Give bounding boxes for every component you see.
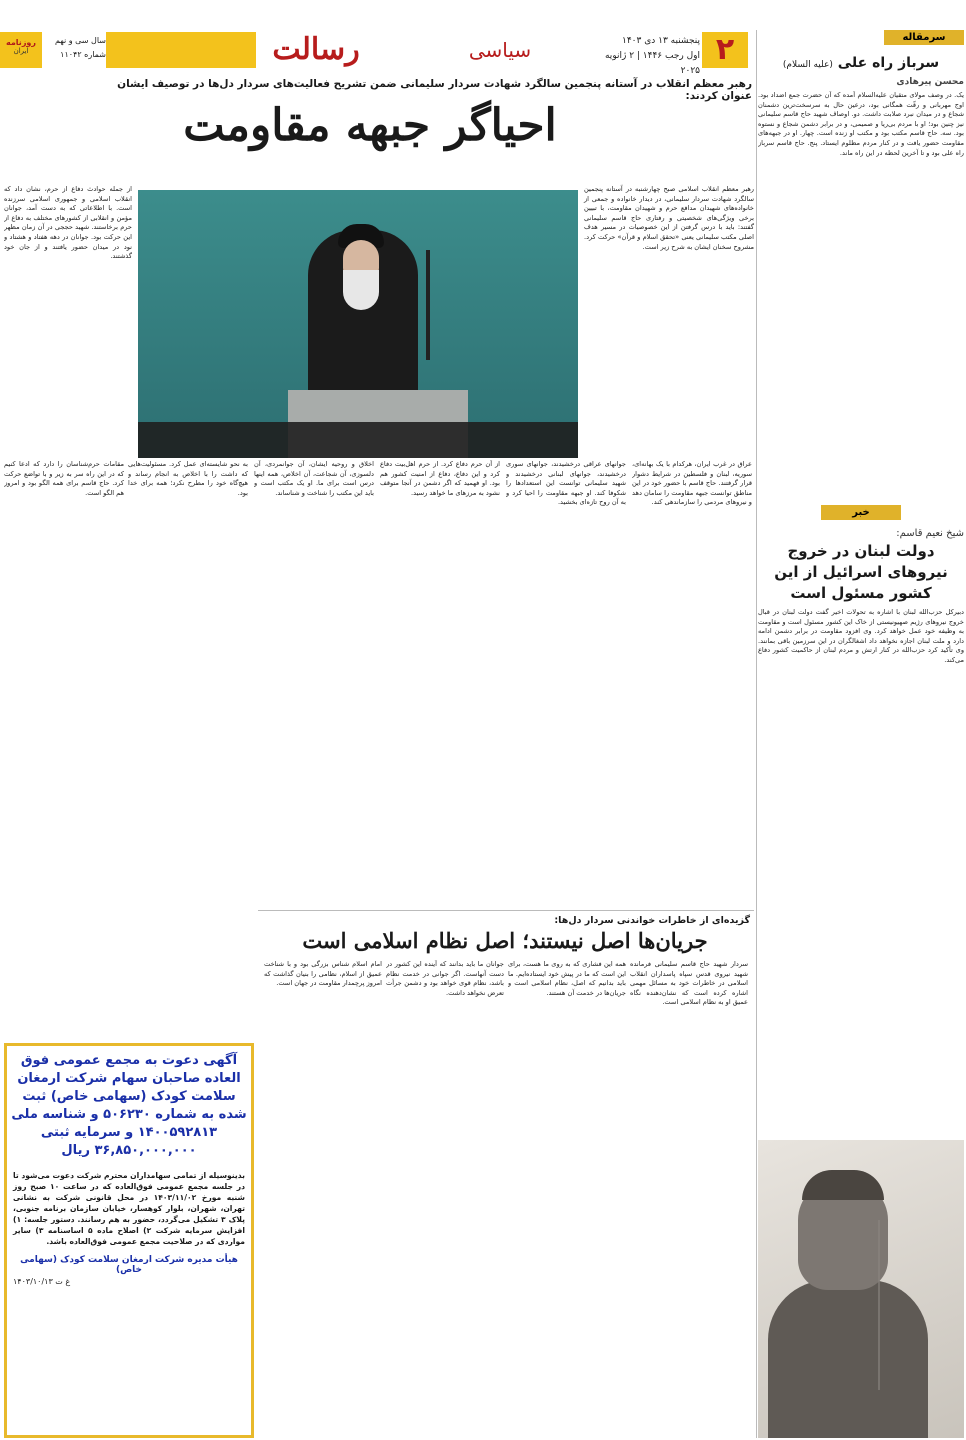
photo-foreground	[138, 422, 578, 458]
header-bar	[106, 32, 256, 68]
news-title: دولت لبنان در خروج نیروهای اسرائیل از این کشور مسئول است	[774, 542, 948, 602]
lead-kicker: رهبر معظم انقلاب در آستانه پنجمین سالگرد شهادت سردار سلیمانی ضمن تشریح فعالیت‌های سردار دل‌ها در توصیف ایشان عنوان کردند:	[117, 78, 752, 102]
logo-badge	[0, 32, 42, 68]
news-kicker: شیخ نعیم قاسم:	[896, 528, 964, 539]
ad-code: غ ت ۱۴۰۳/۱۰/۱۳	[13, 1277, 71, 1286]
section-label: سیاسی	[468, 38, 532, 62]
masthead: رسالت	[272, 32, 360, 67]
editorial-text: یک. در وصف مولای متقیان علیه‌السلام آمده که آن حضرت جمع اضداد بود. اوج مهربانی و رقّت همگانی بود، درعین حال به سرسخت‌ترین دشمنان شجاع و در میدان نبرد صلابت داشت. دو. اوصاف شهید حاج قاسم سلیمانی نیز چنین بود؛ او با مردم بی‌ریا و صمیمی، و در برابر دشمن شجاع و نستوه بود. سه. حاج قاسم مکتب بود و مکتب او زنده است. چهار. او در جبهه‌های مقاومت حضور یافت و در کنار مردم مظلوم ایستاد. پنج. حاج قاسم سرباز راه علی بود و تا آخرین لحظه در این راه ماند.	[758, 91, 964, 157]
bottom-divider	[258, 910, 754, 911]
logo-line-1: روزنامه	[6, 38, 36, 47]
poster-hair	[802, 1170, 884, 1200]
date-persian: پنجشنبه ۱۳ دی ۱۴۰۳	[622, 36, 700, 46]
martyr-poster	[758, 1140, 964, 1438]
lead-column-1: عراق در غرب ایران، هرکدام با یک بهانه‌ای، سوریه، لبنان و فلسطین در شرایط دشوار قرار گرفتند. حاج قاسم با حضور خود در این مناطق توانست جبهه مقاومت را سامان دهد و نیروهای مردمی را سازماندهی کند.	[632, 460, 752, 507]
lead-column-4: اخلاق و روحیه ایشان، آن جوانمردی، آن دلسوزی، آن شجاعت، آن اخلاص، همه اینها درس است برای ما. او یک مکتب است و باید این مکتب را شناخت و شناساند.	[254, 460, 374, 497]
lead-title: احیاگر جبهه مقاومت	[183, 100, 557, 151]
bottom-columns	[260, 960, 750, 1438]
photo-mic	[426, 250, 430, 360]
bottom-column-2: همه این فشاری که به روی ما هست، برای این است که ما در پیش خود ایستاده‌ایم. ما باید بدانیم که اصل، نظام اسلامی است و جریان‌ها در خدمت آن هستند.	[508, 960, 626, 997]
bottom-title: جریان‌ها اصل نیستند؛ اصل نظام اسلامی است	[302, 928, 708, 953]
lead-column-6: مقامات حرم‌شناسان را دارد که ادعا کنیم که در این راه سر به زیر و با تواضع حرکت کرد. حاج قاسم برای همه الگو بود و امروز هم الگو است.	[4, 460, 124, 497]
editorial-title	[758, 55, 964, 71]
news-text: دبیرکل حزب‌الله لبنان با اشاره به تحولات اخیر گفت دولت لبنان در قبال خروج نیروهای رژیم صهیونیستی از خاک این کشور مسئول است و مقاومت به وظیفه خود عمل خواهد کرد. وی افزود مقاومت در برابر دشمن ادامه دارد و ملت لبنان اجازه نخواهد داد اشغالگران در این سرزمین باقی بمانند. وی تأکید کرد حزب‌الله در کنار ارتش و مردم لبنان از حاکمیت کشور دفاع می‌کند.	[758, 608, 964, 664]
lead-intro-text: رهبر معظم انقلاب اسلامی صبح چهارشنبه در آستانه پنجمین سالگرد شهادت سردار سلیمانی، در دیدار خانواده و جمعی از خانواده‌های شهیدان مدافع حرم و شهیدان مقاومت، با تبیین برخی ویژگی‌های شخصیتی و رفتاری حاج قاسم سلیمانی گفتند: باید با درس گرفتن از این خصوصیات در مسیر هدف اصلی مکتب سلیمانی یعنی «تحقق اسلام و قرآن» حرکت کرد. مشروح سخنان ایشان به شرح زیر است.	[584, 185, 754, 251]
lead-body-columns	[4, 460, 754, 737]
date-line	[590, 34, 700, 79]
page-number: ۲	[702, 32, 748, 68]
editorial-title-text: سرباز راه علی	[837, 55, 940, 71]
editorial-author: محسن پیرهادی	[896, 77, 964, 87]
sidebar-divider	[756, 30, 757, 1438]
bottom-column-3: جوانان ما باید بدانند که آینده این کشور در دست آنهاست. اگر جوانی در خدمت نظام باشد، نظام قوی خواهد بود و دشمن جرأت تعرض نخواهد داشت.	[386, 960, 504, 997]
leader-photo	[138, 190, 578, 458]
ad-title: آگهی دعوت به مجمع عمومی فوق العاده صاحبان سهام شرکت ارمغان سلامت کودک (سهامی خاص) ثبت شده به شماره ۵۰۶۲۳۰ و شناسه ملی ۱۴۰۰۵۹۲۸۱۳ و سرمایه ثبتی ۳۶,۸۵۰,۰۰۰,۰۰۰ ریال	[7, 1046, 251, 1166]
logo-line-2: ایران	[13, 47, 29, 55]
lead-column-5: به نحو شایسته‌ای عمل کرد. مسئولیت‌هایی که داشت را با اخلاص به انجام رساند و هیچ‌گاه خود را مطرح نکرد؛ همه برای خدا بود.	[128, 460, 248, 497]
bottom-kicker: گزیده‌ای از خاطرات خواندنی سردار دل‌ها:	[554, 915, 750, 926]
issue-info	[44, 34, 106, 66]
advertisement	[4, 1043, 254, 1438]
issue-year: سال سی و نهم	[54, 36, 106, 45]
poster-calligraphy	[878, 1220, 958, 1390]
issue-number: شماره ۱۱۰۴۲	[60, 50, 106, 59]
lead-column-3: از آن حرم دفاع کرد. از حرم اهل‌بیت دفاع کرد و این دفاع، دفاع از امنیت کشور هم بود. او فهمید که اگر دشمن در آنجا متوقف نشود به مرزهای ما خواهد رسید.	[380, 460, 500, 497]
editorial-subtitle: (علیه السلام)	[782, 60, 833, 70]
lead-left-column	[4, 185, 132, 455]
news-tag: خبر	[821, 505, 901, 520]
ad-signature: هیأت مدیره شرکت ارمغان سلامت کودک (سهامی خاص)	[20, 1255, 238, 1275]
editorial-tag: سرمقاله	[884, 30, 964, 45]
photo-beard	[343, 270, 379, 310]
bottom-column-1: سردار شهید حاج قاسم سلیمانی فرمانده شهید نیروی قدس سپاه پاسداران انقلاب اسلامی در خاطرات خود به مسائل مهمی اشاره کرده است که نشان‌دهنده نگاه عمیق او به نظام اسلامی است.	[630, 960, 748, 1007]
ad-body: بدینوسیله از تمامی سهامداران محترم شرکت دعوت می‌شود تا در جلسه مجمع عمومی فوق‌العاده که در ساعت ۱۰ صبح روز شنبه مورخ ۱۴۰۳/۱۱/۰۲ در محل قانونی شرکت به نشانی تهران، شهران، بلوار کوهسار، خیابان سازمان برنامه جنوبی، پلاک ۳ تشکیل می‌گردد، حضور به هم رسانند. دستور جلسه: ۱) افزایش سرمایه شرکت ۲) اصلاح ماده ۵ اساسنامه ۳) سایر مواردی که در صلاحیت مجمع عمومی فوق‌العاده باشد.	[13, 1171, 246, 1246]
lead-column-2: جوانهای عراقی درخشیدند، جوانهای سوری درخشیدند، جوانهای لبنانی درخشیدند و شهید سلیمانی توانست این استعدادها را شکوفا کند. او جبهه مقاومت را احیا کرد و به آن روح تازه‌ای بخشید.	[506, 460, 626, 507]
lead-left-text: از جمله حوادث دفاع از حرم، نشان داد که انقلاب اسلامی و جمهوری اسلامی سرزنده است. با اطلاعاتی که به دست آمد، جوانان مؤمن و انقلابی از کشورهای مختلف به دفاع از حرم برخاستند. شهید حججی در آن زمان مظهر این حرکت بود. جوانان در دهه هفتاد و هشتاد و نود در میدان حضور یافتند و از جان خود گذشتند.	[4, 185, 132, 261]
lead-intro	[584, 185, 754, 460]
date-hijri-gregorian: اول رجب ۱۴۴۶ | ۲ ژانویه ۲۰۲۵	[604, 51, 700, 76]
bottom-column-4: امام اسلام شناس بزرگی بود و با شناخت عمیق از اسلام، نظامی را بنیان گذاشت که امروز پرچمدار مقاومت در جهان است.	[264, 960, 382, 988]
